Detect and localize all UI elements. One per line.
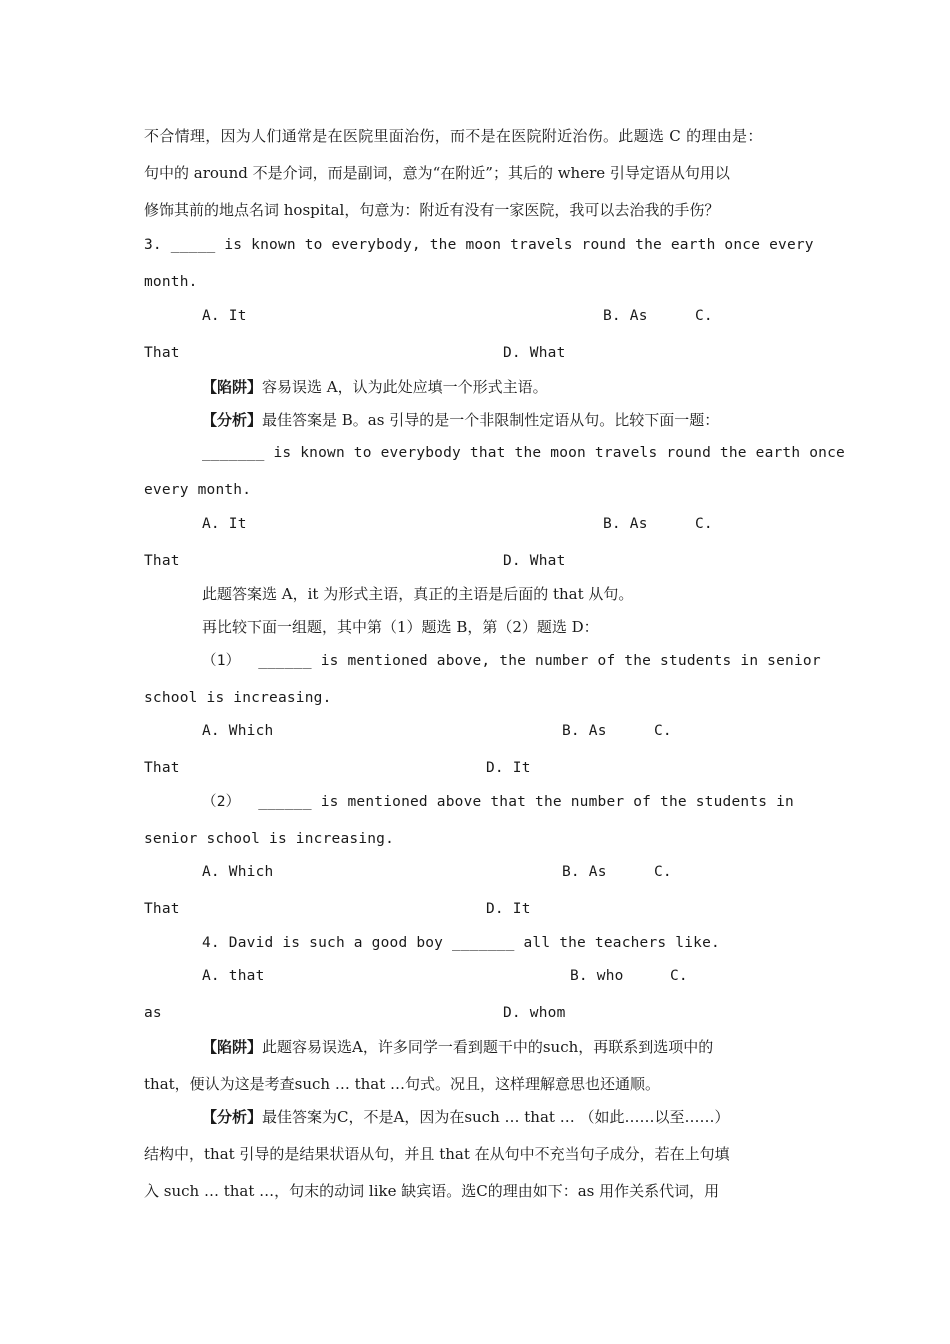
paragraph-line: 不合情理，因为人们通常是在医院里面治伤，而不是在医院附近治伤。此题选 C 的理由是： — [144, 127, 763, 145]
option-d: D. whom — [503, 1005, 566, 1021]
paragraph-line: 结构中，that 引导的是结果状语从句，并且 that 在从句中不充当句子成分，若在上句填 — [144, 1145, 730, 1163]
question-3-stem: 3. _____ is known to everybody, the moon travels round the earth once every — [144, 237, 814, 253]
option-a: A. that — [202, 968, 265, 984]
question-3-stem-cont: month. — [144, 274, 198, 290]
paragraph-line: 入 such … that …，句末的动词 like 缺宾语。选C的理由如下：as 用作关系代词，用 — [144, 1182, 720, 1200]
paragraph-line: 修饰其前的地点名词 hospital，句意为：附近有没有一家医院，我可以去治我的手伤？ — [144, 201, 720, 219]
sub-question-1-stem-cont: school is increasing. — [144, 690, 332, 706]
option-b: B. As — [603, 516, 648, 532]
trap-note — [202, 377, 548, 397]
sub-question-1-stem: （1） ______ is mentioned above, the number of the students in senior — [202, 653, 821, 669]
analysis-note — [202, 410, 719, 430]
option-c-text: That — [144, 553, 180, 569]
trap-tag: 【陷阱】 — [202, 1038, 263, 1056]
question-4-stem: 4. David is such a good boy _______ all the teachers like. — [202, 935, 720, 951]
option-a: A. Which — [202, 723, 274, 739]
option-c-label: C. — [695, 308, 713, 324]
option-c-text: That — [144, 345, 180, 361]
explanation-line: 再比较下面一组题，其中第（1）题选 B，第（2）题选 D： — [202, 618, 599, 636]
trap-note — [202, 1037, 713, 1057]
analysis-text: 最佳答案是 B。as 引导的是一个非限制性定语从句。比较下面一题： — [262, 411, 720, 429]
paragraph-line: 句中的 around 不是介词，而是副词，意为“在附近”；其后的 where 引导定语从句用以 — [144, 164, 730, 182]
option-c-label: C. — [670, 968, 688, 984]
analysis-note — [202, 1107, 729, 1127]
option-b: B. As — [562, 723, 607, 739]
analysis-text: 最佳答案为C，不是A，因为在such … that … （如此……以至……） — [262, 1108, 730, 1126]
option-c-text: That — [144, 901, 180, 917]
option-d: D. What — [503, 345, 566, 361]
option-a: A. It — [202, 308, 247, 324]
option-c-label: C. — [695, 516, 713, 532]
analysis-tag: 【分析】 — [202, 411, 263, 429]
option-a: A. It — [202, 516, 247, 532]
compare-question-stem: _______ is known to everybody that the moon travels round the earth once — [202, 445, 845, 461]
analysis-tag: 【分析】 — [202, 1108, 263, 1126]
paragraph-line: that，便认为这是考查such … that …句式。况且，这样理解意思也还通顺。 — [144, 1075, 661, 1093]
option-c-text: as — [144, 1005, 162, 1021]
option-a: A. Which — [202, 864, 274, 880]
option-c-text: That — [144, 760, 180, 776]
option-b: B. As — [603, 308, 648, 324]
option-d: D. It — [486, 901, 531, 917]
option-c-label: C. — [654, 723, 672, 739]
sub-question-2-stem-cont: senior school is increasing. — [144, 831, 395, 847]
explanation-line: 此题答案选 A，it 为形式主语，真正的主语是后面的 that 从句。 — [202, 585, 634, 603]
trap-text: 此题容易误选A，许多同学一看到题干中的such，再联系到选项中的 — [262, 1038, 714, 1056]
trap-tag: 【陷阱】 — [202, 378, 263, 396]
option-d: D. What — [503, 553, 566, 569]
option-b: B. As — [562, 864, 607, 880]
sub-question-2-stem: （2） ______ is mentioned above that the number of the students in — [202, 794, 794, 810]
trap-text: 容易误选 A，认为此处应填一个形式主语。 — [262, 378, 548, 396]
option-d: D. It — [486, 760, 531, 776]
option-c-label: C. — [654, 864, 672, 880]
option-b: B. who — [570, 968, 624, 984]
compare-question-stem-cont: every month. — [144, 482, 252, 498]
